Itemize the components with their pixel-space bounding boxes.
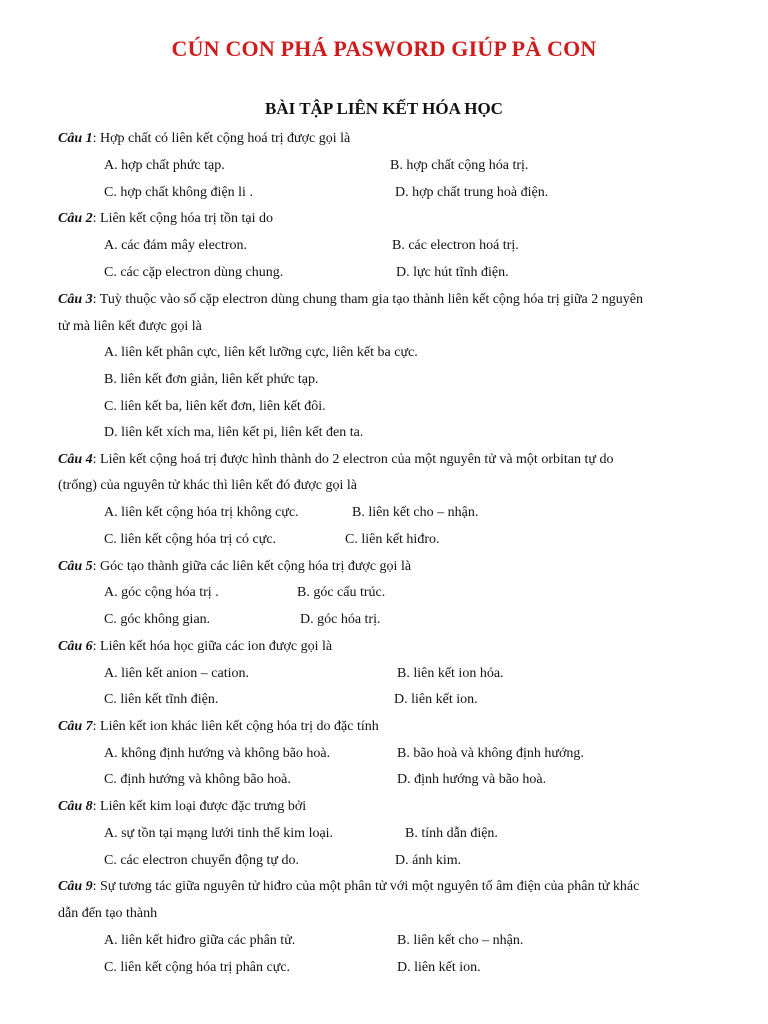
- question-4-cont: (trống) của nguyên tử khác thì liên kết đó được gọi là: [58, 478, 357, 493]
- question-label: Câu 9: [58, 879, 93, 894]
- option-2a: A. các đám mây electron.: [104, 238, 248, 253]
- option-4c: C. liên kết cộng hóa trị có cực.: [104, 532, 277, 547]
- option-6a: A. liên kết anion – cation.: [104, 666, 250, 681]
- option-7b: B. bão hoà và không định hướng.: [397, 746, 584, 761]
- question-text: : Liên kết cộng hóa trị tồn tại do: [92, 211, 274, 226]
- question-text: : Hợp chất có liên kết cộng hoá trị được gọi là: [92, 131, 351, 146]
- option-2b: B. các electron hoá trị.: [392, 238, 519, 253]
- option-5c: C. góc không gian.: [104, 612, 211, 627]
- question-7: [58, 718, 379, 736]
- question-3-cont: tử mà liên kết được gọi là: [58, 319, 202, 334]
- question-label: Câu 1: [58, 131, 93, 146]
- option-5d: D. góc hóa trị.: [300, 612, 381, 627]
- question-label: Câu 6: [58, 639, 93, 654]
- question-9: [58, 878, 639, 896]
- option-9c: C. liên kết cộng hóa trị phân cực.: [104, 960, 291, 975]
- question-4: [58, 451, 613, 469]
- option-5b: B. góc cấu trúc.: [297, 585, 386, 600]
- question-text: : Sự tương tác giữa nguyên tử hiđro của một phân tử với một nguyên tố âm điện của phân tử khác: [92, 879, 640, 894]
- option-4b: B. liên kết cho – nhận.: [352, 505, 479, 520]
- question-1: [58, 130, 350, 148]
- page-title: CÚN CON PHÁ PASWORD GIÚP PÀ CON: [171, 36, 597, 61]
- question-label: Câu 8: [58, 799, 93, 814]
- option-1c: C. hợp chất không điện li .: [104, 185, 253, 200]
- option-6c: C. liên kết tĩnh điện.: [104, 692, 219, 707]
- option-6b: B. liên kết ion hóa.: [397, 666, 504, 681]
- question-8: [58, 798, 306, 816]
- question-9-cont: dẫn đến tạo thành: [58, 906, 158, 921]
- option-2c: C. các cặp electron dùng chung.: [104, 265, 284, 280]
- option-1a: A. hợp chất phức tạp.: [104, 158, 225, 173]
- question-text: : Liên kết hóa học giữa các ion được gọi là: [92, 639, 333, 654]
- question-label: Câu 4: [58, 452, 93, 467]
- option-7d: D. định hướng và bão hoà.: [397, 772, 547, 787]
- question-5: [58, 558, 411, 576]
- option-4d: C. liên kết hiđro.: [345, 532, 440, 547]
- question-6: [58, 638, 332, 656]
- option-3d: D. liên kết xích ma, liên kết pi, liên kết đen ta.: [104, 425, 364, 440]
- option-2d: D. lực hút tĩnh điện.: [396, 265, 509, 280]
- question-text: : Góc tạo thành giữa các liên kết cộng hóa trị được gọi là: [92, 559, 412, 574]
- page-subtitle: BÀI TẬP LIÊN KẾT HÓA HỌC: [265, 99, 503, 118]
- option-1b: B. hợp chất cộng hóa trị.: [390, 158, 529, 173]
- option-3a: A. liên kết phân cực, liên kết lưỡng cực, liên kết ba cực.: [104, 345, 418, 360]
- option-8c: C. các electron chuyển động tự do.: [104, 853, 299, 868]
- option-8d: D. ánh kim.: [395, 853, 462, 868]
- option-9d: D. liên kết ion.: [397, 960, 481, 975]
- question-label: Câu 2: [58, 211, 93, 226]
- question-text: : Liên kết cộng hoá trị được hình thành do 2 electron của một nguyên tử và một orbitan tự do: [92, 452, 614, 467]
- option-5a: A. góc cộng hóa trị .: [104, 585, 219, 600]
- question-text: : Liên kết kim loại được đặc trưng bởi: [92, 799, 307, 814]
- question-text: : Liên kết ion khác liên kết cộng hóa trị do đặc tính: [92, 719, 379, 734]
- question-2: [58, 210, 273, 228]
- question-label: Câu 3: [58, 292, 93, 307]
- option-6d: D. liên kết ion.: [394, 692, 478, 707]
- option-9b: B. liên kết cho – nhận.: [397, 933, 524, 948]
- option-3b: B. liên kết đơn giản, liên kết phức tạp.: [104, 372, 319, 387]
- option-7a: A. không định hướng và không bão hoà.: [104, 746, 331, 761]
- option-1d: D. hợp chất trung hoà điện.: [395, 185, 549, 200]
- question-label: Câu 7: [58, 719, 93, 734]
- question-3: [58, 291, 643, 309]
- option-3c: C. liên kết ba, liên kết đơn, liên kết đôi.: [104, 399, 326, 414]
- option-8a: A. sự tồn tại mạng lưới tinh thể kim loại.: [104, 826, 334, 841]
- question-label: Câu 5: [58, 559, 93, 574]
- question-text: : Tuỳ thuộc vào số cặp electron dùng chung tham gia tạo thành liên kết cộng hóa trị giữa 2 nguyên: [92, 292, 643, 307]
- option-4a: A. liên kết cộng hóa trị không cực.: [104, 505, 299, 520]
- option-9a: A. liên kết hiđro giữa các phân tử.: [104, 933, 296, 948]
- option-7c: C. định hướng và không bão hoà.: [104, 772, 291, 787]
- option-8b: B. tính dẫn điện.: [405, 826, 498, 841]
